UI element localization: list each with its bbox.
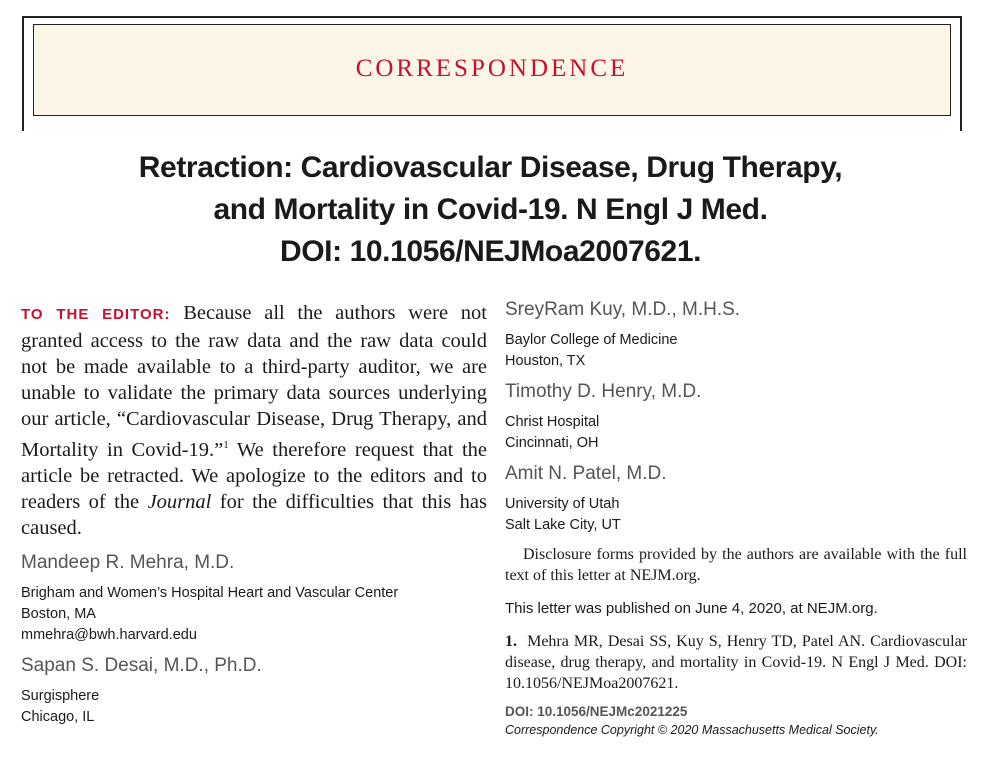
author-email-link[interactable]: mmehra@bwh.harvard.edu: [21, 626, 197, 643]
author-location: Houston, TX: [505, 353, 586, 369]
author-name: Timothy D. Henry, M.D.: [505, 381, 702, 402]
reference-number: 1.: [505, 633, 517, 650]
journal-name: Journal: [147, 490, 212, 513]
letter-lead: TO THE EDITOR:: [21, 306, 171, 323]
left-column: [21, 300, 487, 728]
author-location: Boston, MA: [21, 605, 96, 622]
reference-item: [505, 631, 967, 694]
doi-link[interactable]: DOI: 10.1056/NEJMc2021225: [505, 704, 688, 719]
author-affiliation: University of Utah: [505, 496, 620, 512]
author-affiliation: Baylor College of Medicine: [505, 332, 678, 348]
reference-marker[interactable]: 1: [223, 439, 229, 451]
reference-text: Mehra MR, Desai SS, Kuy S, Henry TD, Patel AN. Cardiovascular disease, drug therapy, and mortality in Covid-19. N Engl J Med. DOI: 10.1056/NEJMoa2007621.: [505, 633, 967, 692]
copyright-notice: Correspondence Copyright © 2020 Massachusetts Medical Society.: [505, 723, 879, 737]
author-location: Chicago, IL: [21, 708, 95, 725]
article-title: [60, 147, 921, 273]
author-location: Salt Lake City, UT: [505, 517, 621, 533]
disclosure-note: Disclosure forms provided by the authors are available with the full text of this letter at NEJM.org.: [505, 546, 967, 584]
author-name: Sapan S. Desai, M.D., Ph.D.: [21, 654, 262, 676]
author-block: [21, 549, 487, 646]
author-location: Cincinnati, OH: [505, 435, 599, 451]
author-affiliation: Surgisphere: [21, 687, 100, 704]
author-affiliation: Christ Hospital: [505, 414, 600, 430]
author-name: Amit N. Patel, M.D.: [505, 463, 667, 484]
section-label: CORRESPONDENCE: [355, 55, 629, 82]
published-note: This letter was published on June 4, 2020, at NEJM.org.: [505, 600, 878, 617]
title-line-2: and Mortality in Covid-19. N Engl J Med.: [213, 193, 768, 226]
letter-text-1: Because all the authors were not granted access to the raw data and the raw data could not be made available to a third-party auditor, we are unable to validate the primary data sources underlying our article, “Cardiovascular Disease, Drug Therapy, and Mortality in Covid-19.”: [21, 302, 487, 461]
title-line-3: DOI: 10.1056/NEJMoa2007621.: [279, 235, 702, 268]
author-affiliation: Brigham and Women’s Hospital Heart and Vascular Center: [21, 584, 399, 601]
author-name: SreyRam Kuy, M.D., M.H.S.: [505, 299, 741, 320]
author-block: [505, 460, 967, 536]
author-block: [505, 296, 967, 372]
letter-text-2: We therefore request that the article be retracted. We apologize to the editors and to readers of the: [21, 438, 487, 513]
letter-text-3: for the difficulties that this has caused.: [21, 490, 487, 539]
title-line-1: Retraction: Cardiovascular Disease, Drug Therapy,: [138, 151, 843, 184]
letter-body: [21, 300, 487, 541]
author-block: [21, 652, 487, 728]
header-banner: [33, 24, 951, 116]
right-column: [505, 296, 967, 737]
author-name: Mandeep R. Mehra, M.D.: [21, 551, 235, 573]
author-block: [505, 378, 967, 454]
